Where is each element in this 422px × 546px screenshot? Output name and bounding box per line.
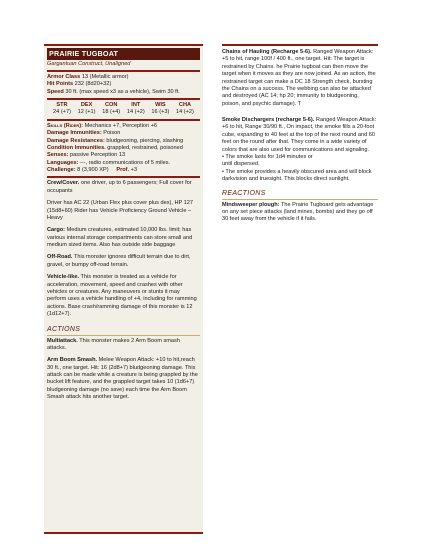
cargo: Cargo: Medium creatures, estimated 10,000 lbs. limit; has various internal storage compartments can store small and medium sized items. Also has outside side baggage [47, 227, 193, 248]
ability-wis: WIS 16 (+3) [151, 102, 170, 116]
driver-text: Driver has AC 22 (Urban Flex plus cover plus dex), HP 127 (15d8+60) Rider has Vehicle Proficiency Ground Vehicle – Heavy [47, 200, 194, 221]
damage-resistances: Damage Resistances: bludgeoning, piercing, slashing [47, 137, 184, 144]
ability-con: CON 18 (+4) [102, 102, 121, 116]
chains-of-hauling: Chains of Hauling (Recharge 5-6). Ranged Weapon Attack: +5 to hit, range 100f / 400 ft., one target. Hit: The target is restrained by Chains. he Prairie tugboat can then move the target when it moves as they are now joined. As an action, the restrained target can make a DC 18 Strength check, bursting the Chains on a success. The webbing can also be attacked and destroyed (AC 14; hp 20; immunity to bludgeoning, poison, and psychic damage). T [222, 49, 376, 107]
top-border [222, 44, 378, 46]
ability-dex: DEX 12 (+1) [77, 102, 96, 116]
mindsweeper-plough: Mindsweeper plough: The Prairie Tugboard gets advantage on any set piece attacks (land mines, bombs) and they go off 30 feet away from the vehicle if it fails. [222, 201, 374, 223]
monster-subtitle: Gargantuan Construct, Unaligned [47, 60, 131, 67]
challenge: Challenge: 8 (3,900 XP) Prof. +3 [47, 167, 138, 173]
statblock-card [44, 44, 203, 534]
divider [47, 176, 200, 178]
smoke-bullet-2: • The smoke provides a heavily obscured area and will block darkvision and truesight. This blocks direct sunlight. [222, 168, 372, 182]
right-column [222, 44, 378, 224]
hit-points: Hit Points 232 (8d20+32) [47, 81, 112, 88]
speed: Speed 30 ft. (max speed x3 as a vehicle), Swim 30 ft. [47, 88, 180, 95]
armor-class: Armor Class 13 (Metallic armor) [47, 73, 129, 80]
languages: Languages: ---, radio communications of 5 miles. [47, 159, 171, 166]
ability-scores [47, 102, 200, 117]
multiattack: Multiattack. This monster makes 2 Arm Boom smash attacks. [47, 337, 180, 351]
smoke-bullet-1b: until dispersed. [222, 161, 260, 168]
skills: Skills (Rider): Mechanics +7, Perception +6 [47, 122, 158, 129]
monster-name: PRAIRIE TUGBOAT [47, 48, 200, 60]
condition-immunities: Condition Immunities. grappled, restrained, poisoned [47, 144, 183, 151]
senses: Senses: passive Perception 13 [47, 152, 126, 159]
crew-cover: Crew/Cover. one driver, up to 6 passengers; Full cover for occupants [47, 180, 192, 194]
off-road: Off-Road. This monster ignores difficult terrain due to dirt, gravel, or bumpy off-road terrain. [47, 254, 191, 268]
smoke-dischargers: Smoke Dischargers (recharge 5-6). Ranged Weapon Attack: +6 to hit, Range 30/90 ft., On impact, the smoke fills a 20-foot cube, expanding to 40 feet at the top of the next round and 60 feet on the round after that. They come in a wide variety of colors that are also used for communications and signaling. [222, 117, 377, 153]
reactions-heading: REACTIONS [222, 189, 378, 199]
arm-boom-smash: Arm Boom Smash. Melee Weapon Attack: +10 to hit,reach 30 ft., one target. Hit: 16 (2d8+7) bludgeoning damage. This attack can be made while a creature is being grappled by the bucket lift feature, and the grappled target takes 10 (1d6+7) bludgeoning damage (no save) each time the Arm Boom Smash attack hits another target. [47, 357, 198, 401]
ability-str: STR 24 (+7) [53, 102, 71, 116]
divider [47, 119, 200, 121]
divider [47, 70, 200, 72]
actions-heading: ACTIONS [47, 325, 200, 335]
damage-immunities: Damage Immunities: Poison [47, 130, 121, 137]
ability-cha: CHA 14 (+2) [176, 102, 194, 116]
ability-int: INT 14 (+2) [126, 102, 145, 116]
vehicle-like: Vehicle-like. This monster is treated as a vehicle for acceleration, movement, speed and crashes with other vehicles or creatures. Any maneuvers or stunts it may perform uses a vehicle handling of +4, including for ramming actions. Base crash/ramming damage of this monster is 12 (1d12+7). [47, 274, 197, 317]
smoke-bullet-1: • The smoke lasts for 1d4 minutes or [222, 153, 313, 160]
divider [47, 98, 200, 100]
